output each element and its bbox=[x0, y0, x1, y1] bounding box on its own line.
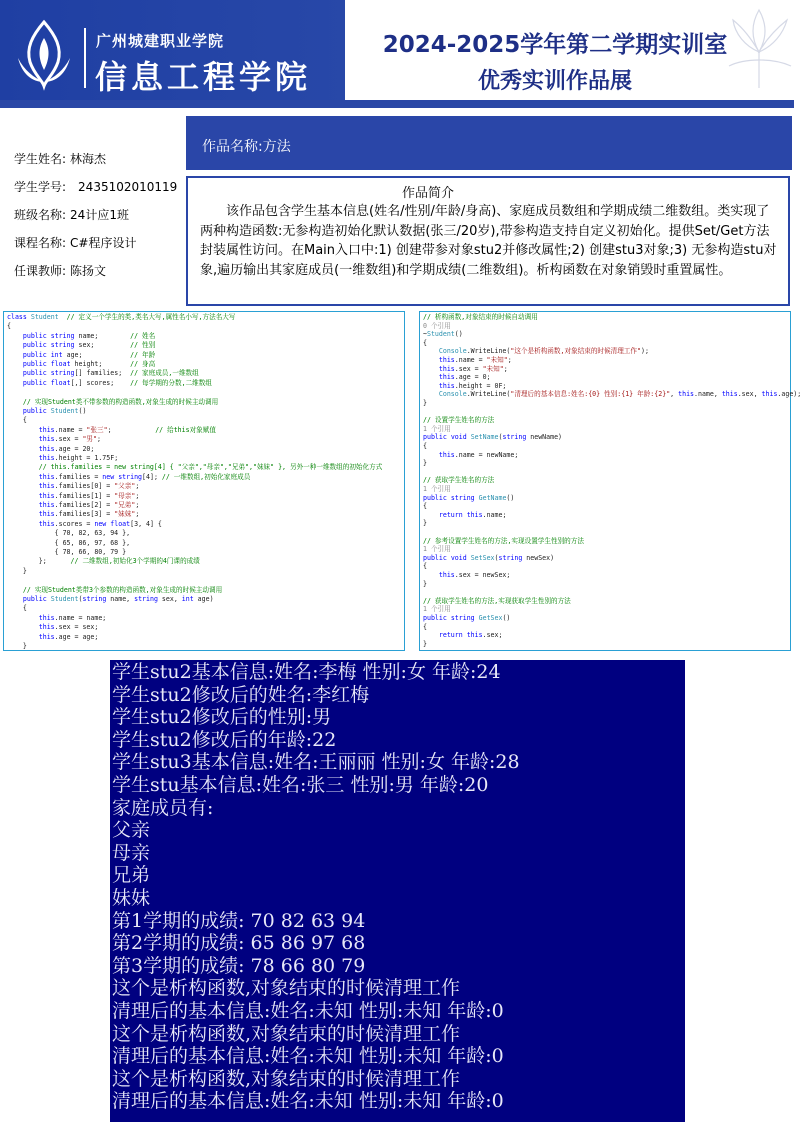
code-line: public float height; // 身高 bbox=[22, 360, 156, 368]
console-line: 学生stu2修改后的姓名:李红梅 bbox=[112, 683, 370, 706]
code-screenshot-right bbox=[419, 311, 801, 651]
code-line: // 设置学生姓名的方法 bbox=[423, 416, 495, 425]
code-line: // 获取学生姓名的方法,实现获取学生性别的方法 bbox=[423, 596, 571, 605]
teacher-label: 任课教师: bbox=[14, 264, 67, 278]
console-line: 家庭成员有: bbox=[112, 796, 214, 819]
code-line: { 65, 86, 97, 68 }, bbox=[7, 538, 131, 547]
page-header bbox=[0, 0, 794, 108]
class-label: 班级名称: bbox=[14, 208, 67, 222]
student-id-value: 2435102010119 bbox=[78, 180, 178, 194]
teacher-value: 陈扬文 bbox=[70, 264, 107, 278]
school-logo-icon bbox=[12, 18, 76, 90]
console-line: 学生stu3基本信息:姓名:王丽丽 性别:女 年龄:28 bbox=[112, 751, 520, 774]
console-line: 兄弟 bbox=[112, 864, 151, 887]
course-label: 课程名称: bbox=[14, 236, 67, 250]
code-line: public string GetName() bbox=[423, 493, 515, 502]
student-info-panel bbox=[14, 150, 189, 290]
code-line: // 析构函数,对象结束的时候自动调用 bbox=[423, 313, 538, 321]
code-line: this.name = "未知"; bbox=[438, 356, 512, 364]
exhibition-title-line2: 优秀实训作品展 bbox=[477, 69, 632, 94]
code-line: // 参考设置学生姓名的方法,实现设置学生性别的方法 bbox=[423, 536, 584, 545]
code-line: { 70, 82, 63, 94 }, bbox=[7, 529, 131, 538]
code-line: return this.sex; bbox=[438, 631, 503, 640]
code-line: Console.WriteLine("这个是析构函数,对象结束的时候清理工作"); bbox=[438, 347, 649, 356]
code-line: 0 个引用 bbox=[423, 321, 451, 330]
console-line: 父亲 bbox=[112, 819, 151, 842]
code-line: 1 个引用 bbox=[423, 545, 451, 554]
code-line: this.sex = sex; bbox=[38, 623, 99, 632]
code-line: this.families[3] = "妹妹"; bbox=[38, 510, 140, 519]
code-line: this.families[0] = "父亲"; bbox=[38, 482, 140, 491]
code-line: public string name; // 姓名 bbox=[22, 331, 156, 340]
code-line: } bbox=[423, 519, 427, 528]
code-screenshot-left bbox=[3, 311, 405, 651]
college-name: 信息工程学院 bbox=[95, 58, 312, 96]
intro-heading: 作品简介 bbox=[401, 186, 454, 201]
code-line: return this.name; bbox=[438, 510, 507, 519]
code-line: public void SetSex(string newSex) bbox=[423, 553, 555, 562]
console-line: 第1学期的成绩: 70 82 63 94 bbox=[112, 909, 366, 932]
code-line: } bbox=[7, 642, 27, 650]
console-line: 母亲 bbox=[112, 841, 151, 864]
code-line: this.age = age; bbox=[38, 632, 99, 641]
code-line: Console.WriteLine("清理后的基本信息:姓名:{0} 性别:{1} 年龄:{2}", this.name, this.sex, this.age); bbox=[438, 390, 801, 399]
console-output-window bbox=[110, 660, 685, 1122]
console-line: 学生stu2修改后的年龄:22 bbox=[112, 728, 337, 751]
code-line: this.families = new string[4]; // 一维数组,初始化家庭成员 bbox=[38, 472, 251, 481]
code-line: { bbox=[7, 322, 11, 331]
code-line: // 实现Student类不带参数的构造函数,对象生成的时候主动调用 bbox=[7, 397, 219, 406]
student-name-value: 林海杰 bbox=[70, 152, 107, 166]
console-line: 这个是析构函数,对象结束的时候清理工作 bbox=[112, 977, 461, 1000]
code-line: this.age = 0; bbox=[438, 373, 491, 382]
student-id-row bbox=[14, 178, 189, 195]
school-name: 广州城建职业学院 bbox=[96, 32, 225, 50]
code-line: // this.families = new string[4] { "父亲","母亲","兄弟","妹妹" }, 另外一种一维数组的初始化方式 bbox=[7, 463, 383, 472]
code-line: ~Student() bbox=[423, 330, 463, 339]
code-line: class Student // 定义一个学生的类,类名大写,属性名小写,方法名大写 bbox=[7, 313, 236, 321]
console-line: 清理后的基本信息:姓名:未知 性别:未知 年龄:0 bbox=[112, 1000, 504, 1022]
class-row bbox=[14, 206, 189, 223]
intro-text: 该作品包含学生基本信息(姓名/性别/年龄/身高)、家庭成员数组和学期成绩二维数组。类实现了两种构造函数:无参构造初始化默认数据(张三/20岁),带参构造支持自定义初始化。提供Set/Get方法封装属性访问。在Main入口中:1) 创建带参对象stu2并修改属性;2) 创建stu3对象;3) 无参构造stu对象,遍历输出其家庭成员(一维数组)和学期成绩(二维数组)。析构函数在对象销毁时重置属性。 bbox=[200, 204, 777, 278]
code-line: this.scores = new float[3, 4] { bbox=[38, 519, 162, 528]
console-line: 学生stu2修改后的性别:男 bbox=[112, 706, 332, 729]
code-line: } bbox=[423, 639, 427, 648]
code-line: { bbox=[423, 338, 427, 347]
code-line: }; // 二维数组,初始化3个学期的4门课的成绩 bbox=[7, 557, 200, 566]
course-value: C#程序设计 bbox=[70, 236, 137, 250]
code-line: { bbox=[7, 416, 27, 425]
code-line: public Student() bbox=[22, 407, 87, 415]
code-line: } bbox=[7, 566, 27, 575]
header-bottom-stripe bbox=[0, 100, 794, 108]
course-row bbox=[14, 234, 189, 251]
teacher-row bbox=[14, 262, 189, 279]
code-line: 1 个引用 bbox=[423, 485, 451, 493]
code-line: } bbox=[423, 399, 427, 407]
console-line: 这个是析构函数,对象结束的时候清理工作 bbox=[112, 1022, 461, 1045]
console-line: 第2学期的成绩: 65 86 97 68 bbox=[112, 932, 366, 955]
code-line: this.sex = newSex; bbox=[438, 571, 511, 579]
code-line: { bbox=[423, 442, 427, 450]
code-line: { bbox=[423, 502, 427, 511]
code-line: // 实现Student类带3个参数的构造函数,对象生成的时候主动调用 bbox=[7, 585, 223, 594]
code-line: this.name = newName; bbox=[438, 450, 519, 459]
code-line: this.sex = "未知"; bbox=[438, 364, 508, 373]
console-line: 清理后的基本信息:姓名:未知 性别:未知 年龄:0 bbox=[112, 1045, 504, 1068]
code-line: { bbox=[423, 562, 427, 571]
code-line: } bbox=[423, 459, 427, 468]
code-line: public string GetSex() bbox=[423, 614, 511, 622]
code-line: public string[] families; // 家庭成员,一维数组 bbox=[22, 369, 199, 378]
work-title-bar bbox=[186, 116, 792, 170]
code-line: this.height = 0F; bbox=[438, 381, 507, 390]
console-line: 妹妹 bbox=[112, 887, 151, 909]
code-line: public float[,] scores; // 每学期的分数,二维数组 bbox=[22, 378, 212, 387]
code-line: public int age; // 年龄 bbox=[22, 350, 156, 359]
console-line: 这个是析构函数,对象结束的时候清理工作 bbox=[112, 1067, 461, 1090]
code-line: { 78, 66, 80, 79 } bbox=[7, 548, 127, 556]
console-line: 第3学期的成绩: 78 66 80 79 bbox=[112, 954, 366, 977]
class-value: 24计应1班 bbox=[70, 208, 129, 222]
student-name-row bbox=[14, 150, 189, 167]
console-line: 学生stu基本信息:姓名:张三 性别:男 年龄:20 bbox=[112, 774, 489, 796]
code-line: this.families[2] = "兄弟"; bbox=[38, 501, 140, 509]
exhibition-title-line1: 2024-2025学年第二学期实训室 bbox=[382, 32, 728, 58]
code-line: 1 个引用 bbox=[423, 424, 451, 433]
code-line: public void SetName(string newName) bbox=[423, 433, 563, 442]
code-line: { bbox=[423, 622, 427, 631]
student-id-label: 学生学号: bbox=[14, 180, 67, 194]
code-line: this.families[1] = "母亲"; bbox=[38, 491, 140, 500]
exhibition-title bbox=[345, 0, 794, 108]
code-line: this.sex = "男"; bbox=[38, 435, 101, 444]
code-line: this.name = name; bbox=[38, 613, 107, 622]
logo-divider bbox=[84, 28, 86, 88]
code-line: 1 个引用 bbox=[423, 605, 451, 614]
code-line: // 获取学生姓名的方法 bbox=[423, 476, 495, 485]
console-line: 学生stu2基本信息:姓名:李梅 性别:女 年龄:24 bbox=[112, 661, 501, 683]
code-line: { bbox=[7, 604, 27, 613]
student-name-label: 学生姓名: bbox=[14, 152, 67, 166]
code-line: this.height = 1.75F; bbox=[38, 454, 119, 462]
console-line: 清理后的基本信息:姓名:未知 性别:未知 年龄:0 bbox=[112, 1090, 504, 1113]
code-line: public Student(string name, string sex, int age) bbox=[22, 595, 214, 603]
code-line: this.name = "张三"; // 给this对象赋值 bbox=[38, 425, 216, 434]
intro-box bbox=[186, 176, 790, 306]
code-line: } bbox=[423, 579, 427, 588]
code-line: public string sex; // 性别 bbox=[22, 341, 156, 350]
work-title: 作品名称:方法 bbox=[202, 139, 291, 155]
code-line: this.age = 20; bbox=[38, 444, 95, 453]
